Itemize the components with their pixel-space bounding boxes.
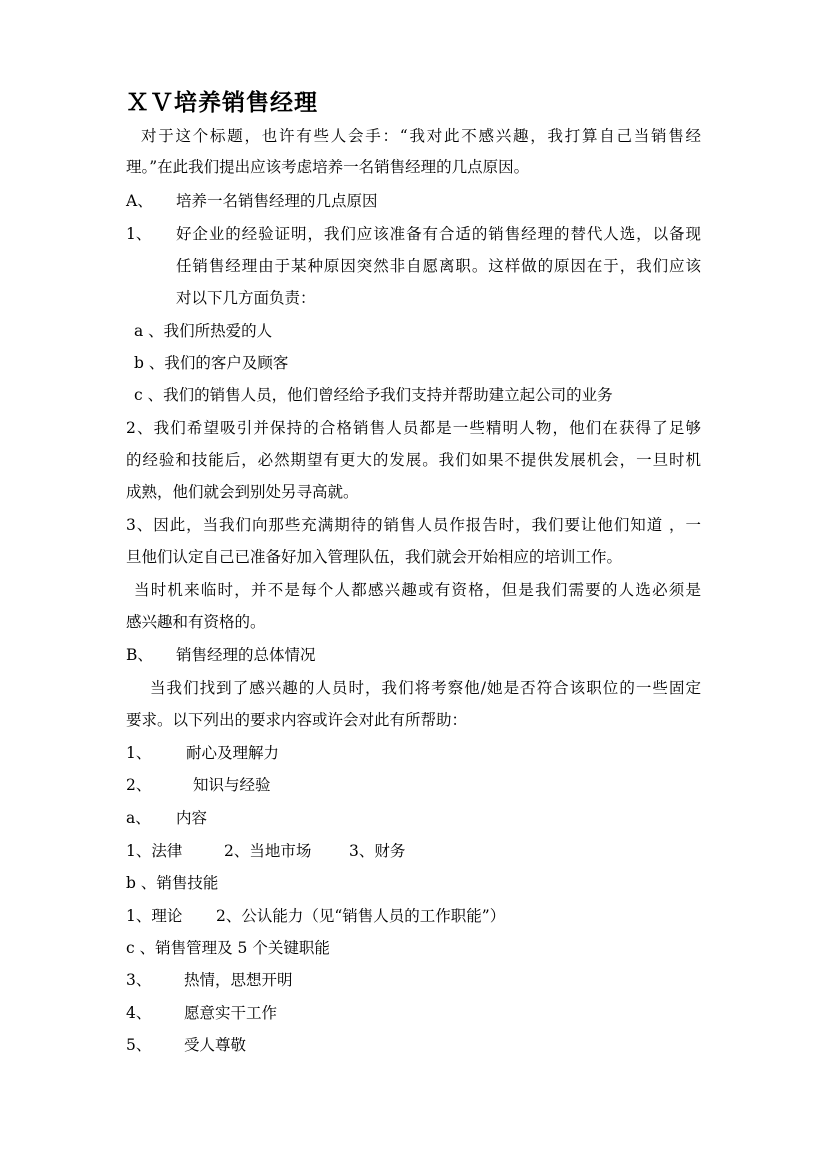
requirement-5-label: 5、 (126, 1036, 152, 1054)
item-2-line-1: 2、我们希望吸引并保持的合格销售人员都是一些精明人物，他们在获得了足够 (126, 419, 701, 437)
requirement-2 (126, 775, 271, 795)
sub-item-c: c 、我们的销售人员，他们曾经给予我们支持并帮助建立起公司的业务 (134, 386, 613, 404)
requirement-2-sub-a-label: a、 (126, 809, 151, 827)
section-b-intro-line-2: 要求。以下列出的要求内容或许会对此有所帮助： (126, 711, 468, 729)
section-b-title: 销售经理的总体情况 (176, 646, 316, 664)
content-item-1: 1、法律 (126, 842, 183, 860)
section-a-label: A、 (126, 192, 153, 210)
requirement-3-text: 热情，思想开明 (184, 971, 293, 989)
section-a-title: 培养一名销售经理的几点原因 (176, 192, 378, 210)
requirement-2-label: 2、 (126, 776, 152, 794)
requirement-2-sub-b: b 、销售技能 (126, 874, 219, 892)
skill-item-1: 1、理论 (126, 907, 183, 925)
requirement-5-text: 受人尊敬 (184, 1036, 247, 1054)
section-b-intro-line-1: 当我们找到了感兴趣的人员时，我们将考察他/她是否符合该职位的一些固定 (150, 679, 701, 697)
sub-item-b: b 、我们的客户及顾客 (134, 354, 289, 372)
requirement-2-text: 知识与经验 (193, 776, 271, 794)
item-2-line-2: 的经验和技能后，必然期望有更大的发展。我们如果不提供发展机会，一旦时机 (126, 451, 701, 469)
item-3-line-2: 旦他们认定自己已准备好加入管理队伍，我们就会开始相应的培训工作。 (126, 548, 623, 566)
requirement-2-sub-a (126, 808, 207, 828)
note-line-1: 当时机来临时，并不是每个人都感兴趣或有资格，但是我们需要的人选必须是 (134, 581, 701, 599)
content-item-3: 3、财务 (349, 842, 406, 860)
item-1-line-2: 任销售经理由于某种原因突然非自愿离职。这样做的原因在于，我们应该 (176, 257, 701, 275)
skill-items (126, 906, 505, 926)
requirement-3 (126, 970, 293, 990)
requirement-4-text: 愿意实干工作 (184, 1004, 278, 1022)
section-a-heading (126, 191, 378, 211)
item-1-line-1: 好企业的经验证明，我们应该准备有合适的销售经理的替代人选，以备现 (176, 225, 701, 243)
skill-item-2: 2、公认能力（见“销售人员的工作职能”） (216, 907, 506, 925)
note-line-2: 感兴趣和有资格的。 (126, 613, 266, 631)
intro-line-1: 对于这个标题，也许有些人会手：“我对此不感兴趣，我打算自己当销售经 (141, 127, 701, 145)
requirement-4 (126, 1003, 277, 1023)
requirement-2-sub-a-text: 内容 (176, 809, 208, 827)
requirement-1-label: 1、 (126, 744, 152, 762)
requirement-1 (126, 743, 279, 763)
intro-line-2: 理。”在此我们提出应该考虑培养一名销售经理的几点原因。 (126, 158, 530, 176)
item-1-line-3: 对以下几方面负责： (176, 289, 316, 307)
requirement-3-label: 3、 (126, 971, 152, 989)
requirement-5 (126, 1035, 246, 1055)
item-2-line-3: 成熟，他们就会到别处另寻高就。 (126, 483, 359, 501)
section-b-heading (126, 645, 316, 665)
document-title: ＸＶ培养销售经理 (126, 89, 318, 116)
requirement-2-sub-c: c 、销售管理及 5 个关键职能 (126, 939, 330, 957)
item-1-label: 1、 (126, 225, 152, 243)
section-b-label: B、 (126, 646, 153, 664)
item-3-line-1: 3、因此，当我们向那些充满期待的销售人员作报告时，我们要让他们知道 ，一 (126, 516, 701, 534)
requirement-1-text: 耐心及理解力 (186, 744, 280, 762)
content-items (126, 841, 405, 861)
content-item-2: 2、当地市场 (224, 842, 312, 860)
requirement-4-label: 4、 (126, 1004, 152, 1022)
sub-item-a: a 、我们所热爱的人 (134, 322, 273, 340)
